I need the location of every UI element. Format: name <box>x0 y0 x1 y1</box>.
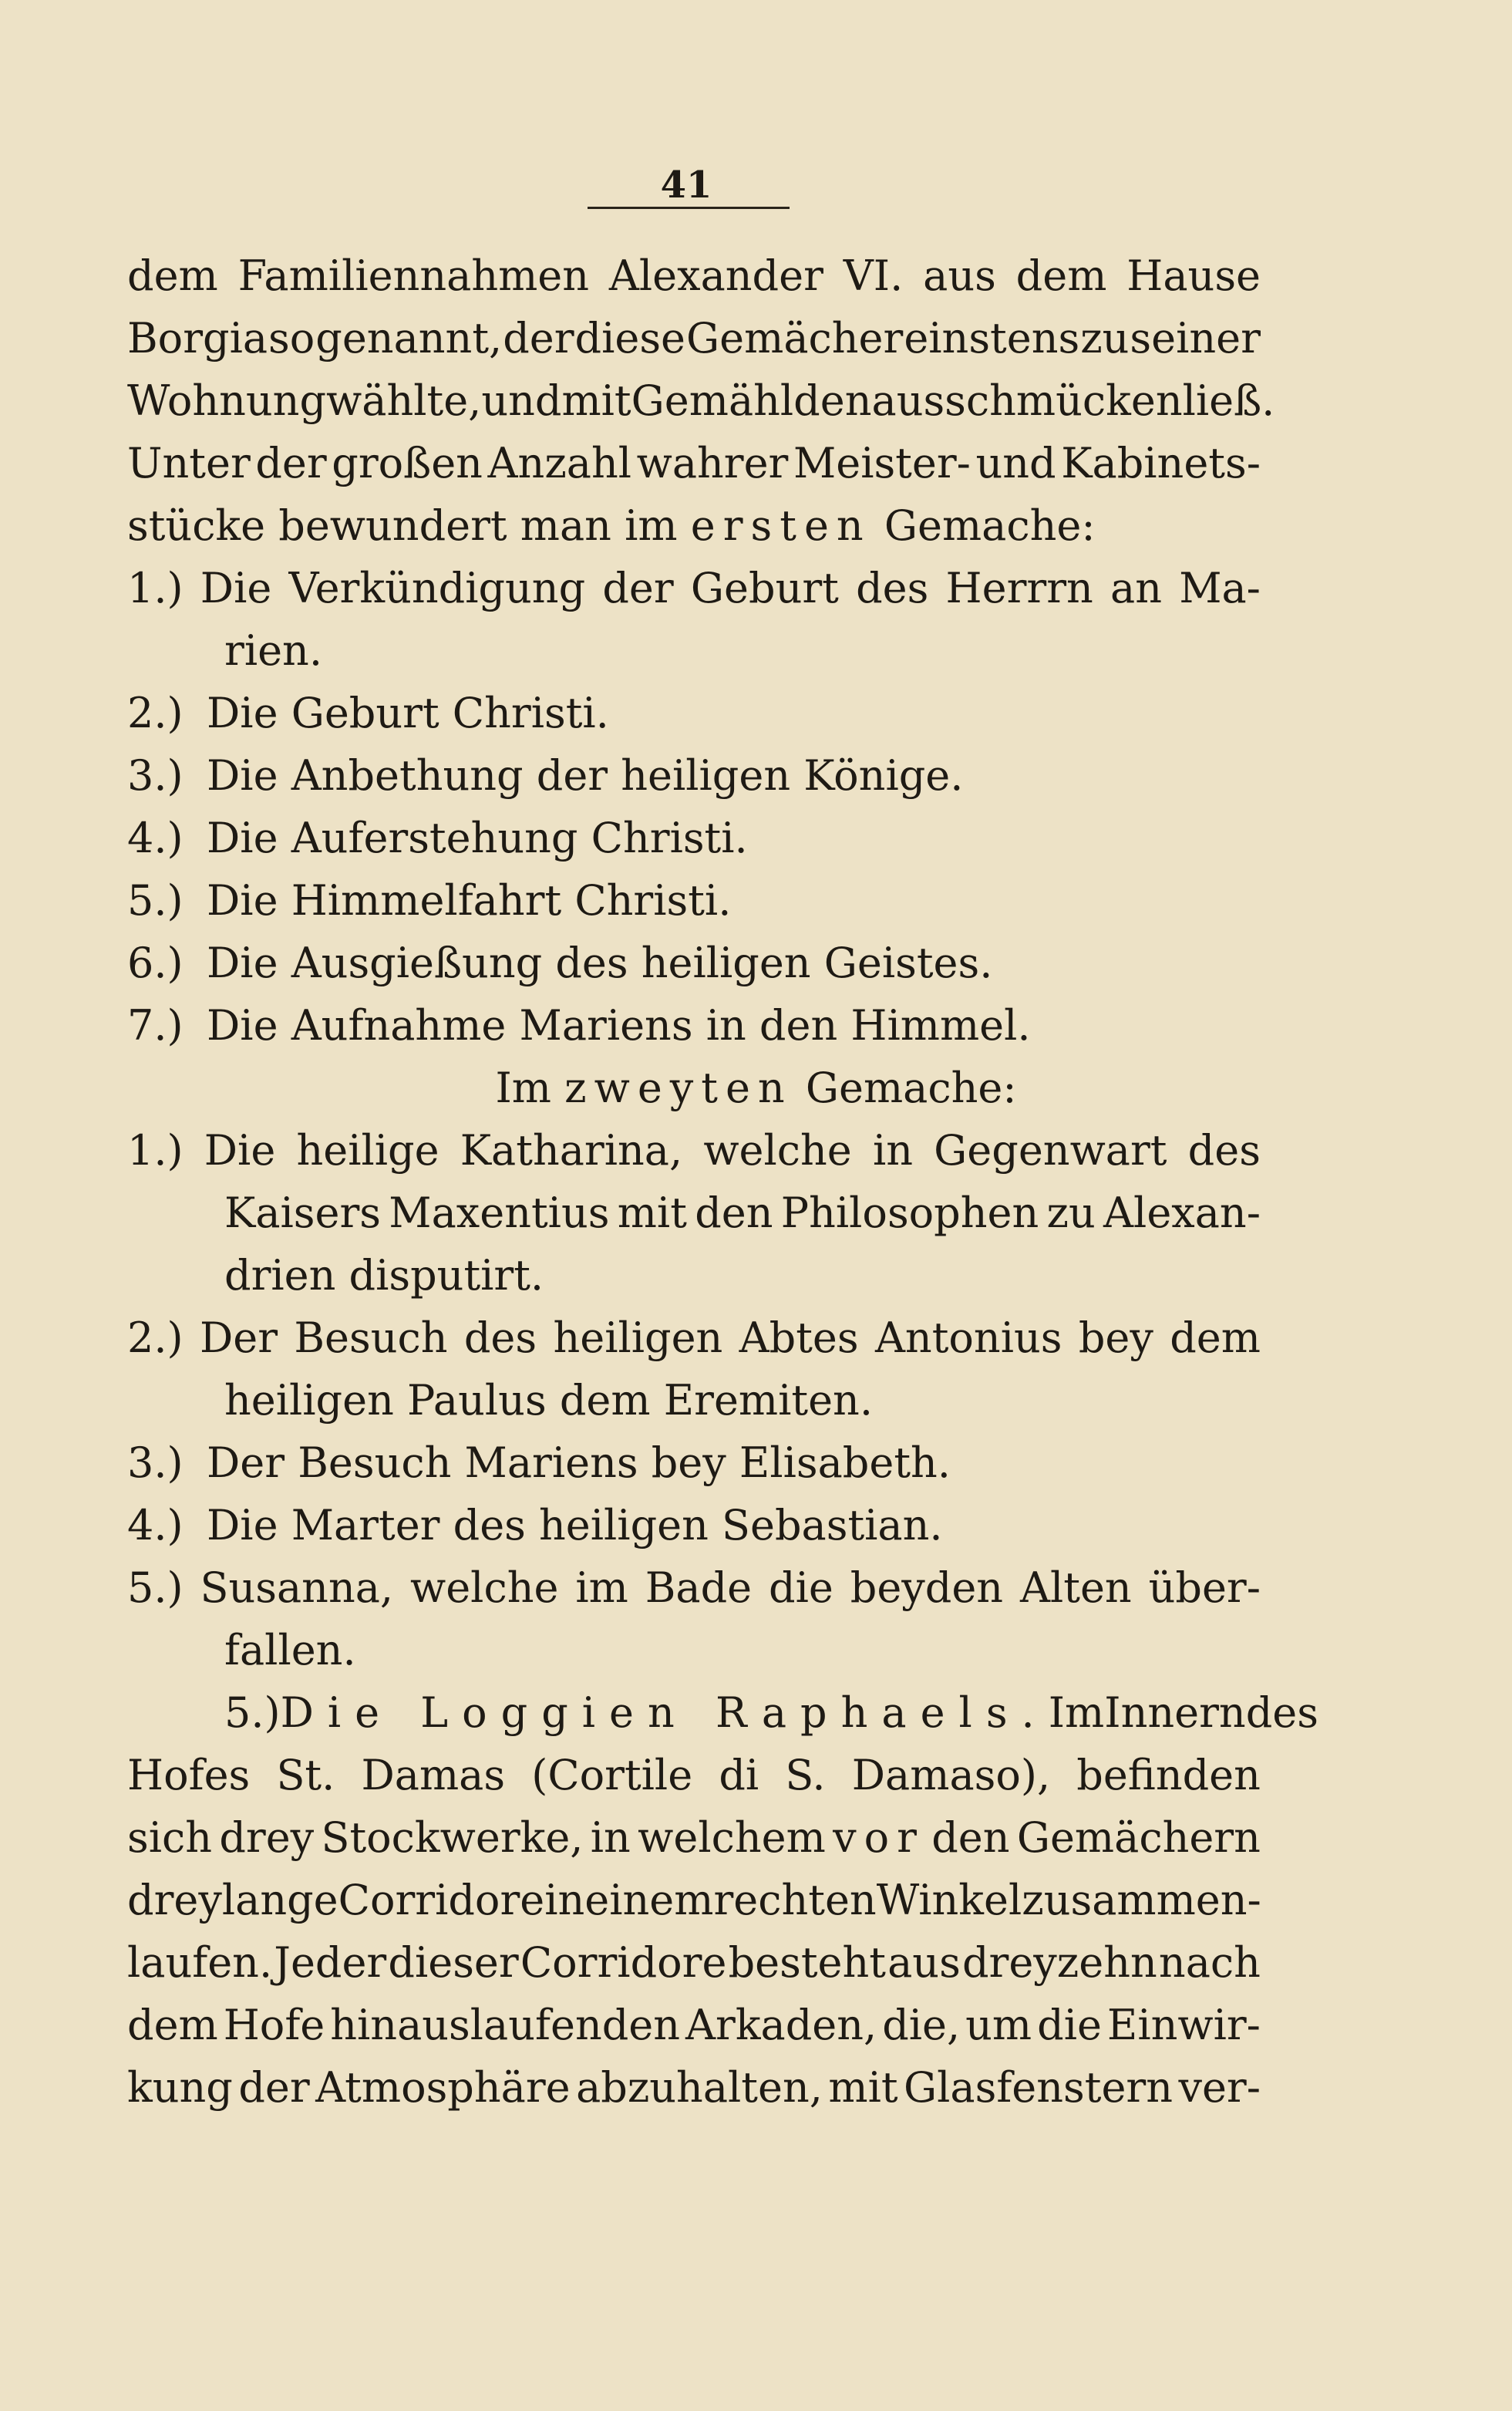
text-line: sich drey Stockwerke, in welchem vor den Gemächern <box>127 1813 1261 1862</box>
text-line: Unter der großen Anzahl wahrer Meister- und Kabinets- <box>127 439 1261 487</box>
text-line: dem Hofe hinauslaufenden Arkaden, die, um die Einwir- <box>127 2001 1261 2049</box>
text-line: stücke bewundert man im ersten Gemache: <box>127 501 1096 550</box>
list-item: 2.) Die Geburt Christi. <box>127 689 609 737</box>
section-heading: Im zweyten Gemache: <box>495 1064 1017 1112</box>
list-item-continuation: fallen. <box>224 1626 356 1674</box>
list-item: 4.) Die Auferstehung Christi. <box>127 814 748 862</box>
spaced-emphasis: vor <box>833 1813 924 1862</box>
list-item: 1.) Die heilige Katharina, welche in Gegenwart des <box>127 1126 1261 1175</box>
spaced-emphasis: zweyten <box>564 1064 793 1112</box>
text-line: laufen. Jeder dieser Corridore besteht aus dreyzehn nach <box>127 1938 1261 1987</box>
text-line: drey lange Corridore in einem rechten Winkel zusammen- <box>127 1876 1261 1924</box>
text-line: kung der Atmosphäre abzuhalten, mit Glasfenstern ver- <box>127 2063 1261 2112</box>
page-number: 41 <box>660 164 712 207</box>
text-line: dem Familiennahmen Alexander VI. aus dem Hause <box>127 251 1261 300</box>
list-item: 3.) Die Anbethung der heiligen Könige. <box>127 751 964 800</box>
list-item: 5.) Die Himmelfahrt Christi. <box>127 876 732 925</box>
text-line: Hofes St. Damas (Cortile di S. Damaso), befinden <box>127 1751 1261 1799</box>
list-item: 7.) Die Aufnahme Mariens in den Himmel. <box>127 1001 1031 1050</box>
list-item: 1.) Die Verkündigung der Geburt des Herrrn an Ma- <box>127 564 1261 612</box>
text-line: Wohnung wählte, und mit Gemählden ausschmücken ließ. <box>127 376 1275 425</box>
list-item-continuation: heiligen Paulus dem Eremiten. <box>224 1376 873 1425</box>
list-item: 4.) Die Marter des heiligen Sebastian. <box>127 1501 943 1549</box>
list-item-continuation: Kaisers Maxentius mit den Philosophen zu Alexan- <box>224 1189 1261 1237</box>
section-heading-line: 5.) Die Loggien Raphaels. Im Innern des <box>224 1688 1318 1737</box>
list-item: 3.) Der Besuch Mariens bey Elisabeth. <box>127 1438 951 1487</box>
list-item-continuation: drien disputirt. <box>224 1251 544 1300</box>
list-item-continuation: rien. <box>224 626 322 675</box>
list-item: 5.) Susanna, welche im Bade die beyden Alten über- <box>127 1563 1261 1612</box>
list-item: 2.) Der Besuch des heiligen Abtes Antonius bey dem <box>127 1313 1261 1362</box>
spaced-emphasis: ersten <box>690 501 871 550</box>
list-item: 6.) Die Ausgießung des heiligen Geistes. <box>127 939 993 987</box>
text-line: Borgia so genannt, der diese Gemächer einstens zu seiner <box>127 314 1261 362</box>
header-rule <box>588 207 790 209</box>
section-title: Die Loggien Raphaels. <box>280 1688 1049 1737</box>
